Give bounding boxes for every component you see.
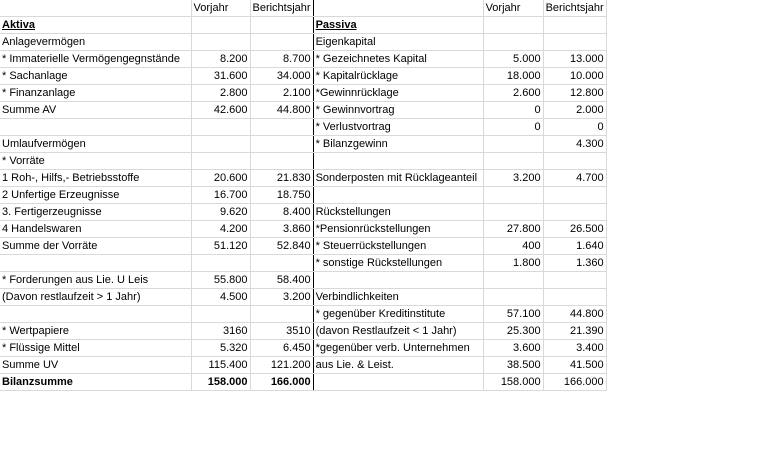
passiva-vorjahr-cell[interactable] <box>483 34 543 51</box>
table-row <box>0 306 606 323</box>
aktiva-vorjahr-cell[interactable]: 158.000 <box>191 374 250 391</box>
passiva-label-cell[interactable] <box>313 153 483 170</box>
aktiva-berichtsjahr-cell[interactable] <box>250 255 313 272</box>
header-row <box>0 0 606 17</box>
aktiva-berichtsjahr-cell[interactable]: 18.750 <box>250 187 313 204</box>
passiva-berichtsjahr-cell[interactable] <box>543 34 606 51</box>
passiva-vorjahr-cell[interactable]: 0 <box>483 119 543 136</box>
aktiva-berichtsjahr-cell[interactable]: 34.000 <box>250 68 313 85</box>
aktiva-label-cell[interactable]: Summe AV <box>0 102 191 119</box>
passiva-vorjahr-cell[interactable]: 5.000 <box>483 51 543 68</box>
aktiva-label-cell[interactable] <box>0 306 191 323</box>
table-row <box>0 17 606 34</box>
passiva-label-cell[interactable]: Verbindlichkeiten <box>313 289 483 306</box>
aktiva-berichtsjahr-cell[interactable] <box>250 306 313 323</box>
passiva-berichtsjahr-cell[interactable]: 166.000 <box>543 374 606 391</box>
passiva-vorjahr-cell[interactable]: 158.000 <box>483 374 543 391</box>
passiva-label-cell[interactable]: *gegenüber verb. Unternehmen <box>313 340 483 357</box>
aktiva-label-cell[interactable]: * Vorräte <box>0 153 191 170</box>
table-row <box>0 323 606 340</box>
aktiva-vorjahr-cell[interactable] <box>191 34 250 51</box>
header-cell-empty-passiva[interactable] <box>313 0 483 17</box>
passiva-label-cell[interactable]: * Kapitalrücklage <box>313 68 483 85</box>
aktiva-vorjahr-cell[interactable] <box>191 153 250 170</box>
passiva-berichtsjahr-cell[interactable]: 1.360 <box>543 255 606 272</box>
table-row <box>0 153 606 170</box>
header-cell-vorjahr-passiva[interactable]: Vorjahr <box>483 0 543 17</box>
aktiva-berichtsjahr-cell[interactable]: 52.840 <box>250 238 313 255</box>
table-row <box>0 102 606 119</box>
aktiva-vorjahr-cell[interactable]: 9.620 <box>191 204 250 221</box>
aktiva-label-cell[interactable]: Umlaufvermögen <box>0 136 191 153</box>
aktiva-berichtsjahr-cell[interactable]: 8.700 <box>250 51 313 68</box>
passiva-vorjahr-cell[interactable]: 25.300 <box>483 323 543 340</box>
aktiva-vorjahr-cell[interactable]: 2.800 <box>191 85 250 102</box>
aktiva-berichtsjahr-cell[interactable]: 58.400 <box>250 272 313 289</box>
aktiva-label-cell[interactable]: * Flüssige Mittel <box>0 340 191 357</box>
aktiva-label-cell[interactable]: * Forderungen aus Lie. U Leis <box>0 272 191 289</box>
aktiva-berichtsjahr-cell[interactable] <box>250 153 313 170</box>
aktiva-label-cell[interactable] <box>0 255 191 272</box>
passiva-vorjahr-cell[interactable] <box>483 17 543 34</box>
passiva-label-cell[interactable]: Eigenkapital <box>313 34 483 51</box>
aktiva-berichtsjahr-cell[interactable]: 3510 <box>250 323 313 340</box>
header-cell-empty[interactable] <box>0 0 191 17</box>
passiva-berichtsjahr-cell[interactable] <box>543 153 606 170</box>
passiva-label-cell[interactable] <box>313 374 483 391</box>
table-row <box>0 136 606 153</box>
passiva-label-cell[interactable] <box>313 272 483 289</box>
aktiva-label-cell[interactable]: * Wertpapiere <box>0 323 191 340</box>
passiva-berichtsjahr-cell[interactable]: 21.390 <box>543 323 606 340</box>
aktiva-vorjahr-cell[interactable]: 16.700 <box>191 187 250 204</box>
aktiva-berichtsjahr-cell[interactable]: 121.200 <box>250 357 313 374</box>
passiva-vorjahr-cell[interactable] <box>483 187 543 204</box>
aktiva-label-cell[interactable]: * Immaterielle Vermögengegnstände <box>0 51 191 68</box>
aktiva-berichtsjahr-cell[interactable]: 166.000 <box>250 374 313 391</box>
aktiva-berichtsjahr-cell[interactable]: 44.800 <box>250 102 313 119</box>
passiva-berichtsjahr-cell[interactable] <box>543 187 606 204</box>
passiva-label-cell[interactable]: * Verlustvortrag <box>313 119 483 136</box>
passiva-vorjahr-cell[interactable]: 400 <box>483 238 543 255</box>
passiva-label-cell[interactable]: * gegenüber Kreditinstitute <box>313 306 483 323</box>
table-row <box>0 85 606 102</box>
table-row <box>0 68 606 85</box>
aktiva-vorjahr-cell[interactable]: 5.320 <box>191 340 250 357</box>
aktiva-label-cell[interactable]: * Sachanlage <box>0 68 191 85</box>
passiva-berichtsjahr-cell[interactable]: 2.000 <box>543 102 606 119</box>
aktiva-vorjahr-cell[interactable]: 20.600 <box>191 170 250 187</box>
passiva-berichtsjahr-cell[interactable]: 13.000 <box>543 51 606 68</box>
aktiva-label-cell[interactable]: 1 Roh-, Hilfs,- Betriebsstoffe <box>0 170 191 187</box>
aktiva-label-cell[interactable]: Anlagevermögen <box>0 34 191 51</box>
aktiva-vorjahr-cell[interactable] <box>191 255 250 272</box>
aktiva-label-cell[interactable]: Summe UV <box>0 357 191 374</box>
passiva-label-cell[interactable]: * sonstige Rückstellungen <box>313 255 483 272</box>
passiva-berichtsjahr-cell[interactable]: 1.640 <box>543 238 606 255</box>
aktiva-label-cell[interactable]: Summe der Vorräte <box>0 238 191 255</box>
table-row <box>0 272 606 289</box>
table-row <box>0 340 606 357</box>
aktiva-berichtsjahr-cell[interactable]: 21.830 <box>250 170 313 187</box>
passiva-label-cell[interactable]: (davon Restlaufzeit < 1 Jahr) <box>313 323 483 340</box>
aktiva-berichtsjahr-cell[interactable]: 8.400 <box>250 204 313 221</box>
passiva-berichtsjahr-cell[interactable] <box>543 272 606 289</box>
passiva-vorjahr-cell[interactable] <box>483 204 543 221</box>
passiva-berichtsjahr-cell[interactable]: 26.500 <box>543 221 606 238</box>
passiva-berichtsjahr-cell[interactable]: 4.700 <box>543 170 606 187</box>
aktiva-berichtsjahr-cell[interactable]: 3.860 <box>250 221 313 238</box>
header-cell-berichtsjahr-passiva[interactable]: Berichtsjahr <box>543 0 606 17</box>
aktiva-berichtsjahr-cell[interactable] <box>250 34 313 51</box>
passiva-vorjahr-cell[interactable]: 18.000 <box>483 68 543 85</box>
table-row <box>0 238 606 255</box>
table-row <box>0 221 606 238</box>
header-cell-berichtsjahr-aktiva[interactable]: Berichtsjahr <box>250 0 313 17</box>
aktiva-vorjahr-cell[interactable]: 55.800 <box>191 272 250 289</box>
aktiva-vorjahr-cell[interactable]: 31.600 <box>191 68 250 85</box>
table-row <box>0 289 606 306</box>
passiva-vorjahr-cell[interactable] <box>483 153 543 170</box>
aktiva-vorjahr-cell[interactable]: 3160 <box>191 323 250 340</box>
aktiva-vorjahr-cell[interactable]: 42.600 <box>191 102 250 119</box>
passiva-vorjahr-cell[interactable]: 0 <box>483 102 543 119</box>
aktiva-berichtsjahr-cell[interactable]: 2.100 <box>250 85 313 102</box>
aktiva-vorjahr-cell[interactable] <box>191 17 250 34</box>
passiva-vorjahr-cell[interactable]: 57.100 <box>483 306 543 323</box>
passiva-label-cell[interactable]: Passiva <box>313 17 483 34</box>
aktiva-label-cell[interactable]: 3. Fertigerzeugnisse <box>0 204 191 221</box>
passiva-label-cell[interactable]: aus Lie. & Leist. <box>313 357 483 374</box>
passiva-vorjahr-cell[interactable]: 3.200 <box>483 170 543 187</box>
table-row <box>0 374 606 391</box>
aktiva-label-cell[interactable]: 4 Handelswaren <box>0 221 191 238</box>
passiva-label-cell[interactable]: *Gewinnrücklage <box>313 85 483 102</box>
passiva-label-cell[interactable]: Rückstellungen <box>313 204 483 221</box>
table-row <box>0 187 606 204</box>
aktiva-label-cell[interactable]: 2 Unfertige Erzeugnisse <box>0 187 191 204</box>
passiva-berichtsjahr-cell[interactable]: 0 <box>543 119 606 136</box>
table-row <box>0 119 606 136</box>
passiva-berichtsjahr-cell[interactable]: 10.000 <box>543 68 606 85</box>
passiva-vorjahr-cell[interactable]: 1.800 <box>483 255 543 272</box>
passiva-vorjahr-cell[interactable]: 2.600 <box>483 85 543 102</box>
aktiva-berichtsjahr-cell[interactable]: 3.200 <box>250 289 313 306</box>
passiva-label-cell[interactable]: * Steuerrückstellungen <box>313 238 483 255</box>
passiva-label-cell[interactable]: Sonderposten mit Rücklageanteil <box>313 170 483 187</box>
aktiva-label-cell[interactable] <box>0 119 191 136</box>
passiva-berichtsjahr-cell[interactable]: 44.800 <box>543 306 606 323</box>
passiva-vorjahr-cell[interactable] <box>483 136 543 153</box>
table-row <box>0 255 606 272</box>
aktiva-label-cell[interactable]: * Finanzanlage <box>0 85 191 102</box>
passiva-berichtsjahr-cell[interactable] <box>543 289 606 306</box>
passiva-vorjahr-cell[interactable] <box>483 272 543 289</box>
passiva-berichtsjahr-cell[interactable]: 12.800 <box>543 85 606 102</box>
passiva-label-cell[interactable]: * Gezeichnetes Kapital <box>313 51 483 68</box>
aktiva-berichtsjahr-cell[interactable] <box>250 17 313 34</box>
passiva-label-cell[interactable] <box>313 187 483 204</box>
passiva-vorjahr-cell[interactable] <box>483 289 543 306</box>
table-row <box>0 34 606 51</box>
aktiva-vorjahr-cell[interactable] <box>191 119 250 136</box>
passiva-label-cell[interactable]: * Bilanzgewinn <box>313 136 483 153</box>
aktiva-vorjahr-cell[interactable]: 8.200 <box>191 51 250 68</box>
passiva-berichtsjahr-cell[interactable]: 3.400 <box>543 340 606 357</box>
passiva-label-cell[interactable]: * Gewinnvortrag <box>313 102 483 119</box>
aktiva-vorjahr-cell[interactable]: 4.200 <box>191 221 250 238</box>
table-row <box>0 204 606 221</box>
aktiva-vorjahr-cell[interactable] <box>191 136 250 153</box>
passiva-berichtsjahr-cell[interactable]: 41.500 <box>543 357 606 374</box>
aktiva-vorjahr-cell[interactable]: 4.500 <box>191 289 250 306</box>
aktiva-vorjahr-cell[interactable] <box>191 306 250 323</box>
aktiva-berichtsjahr-cell[interactable]: 6.450 <box>250 340 313 357</box>
aktiva-label-cell[interactable]: Bilanzsumme <box>0 374 191 391</box>
passiva-vorjahr-cell[interactable]: 27.800 <box>483 221 543 238</box>
passiva-vorjahr-cell[interactable]: 3.600 <box>483 340 543 357</box>
passiva-label-cell[interactable]: *Pensionrückstellungen <box>313 221 483 238</box>
aktiva-berichtsjahr-cell[interactable] <box>250 119 313 136</box>
aktiva-vorjahr-cell[interactable]: 115.400 <box>191 357 250 374</box>
aktiva-label-cell[interactable]: (Davon restlaufzeit > 1 Jahr) <box>0 289 191 306</box>
passiva-berichtsjahr-cell[interactable]: 4.300 <box>543 136 606 153</box>
table-row <box>0 357 606 374</box>
passiva-vorjahr-cell[interactable]: 38.500 <box>483 357 543 374</box>
passiva-berichtsjahr-cell[interactable] <box>543 17 606 34</box>
aktiva-vorjahr-cell[interactable]: 51.120 <box>191 238 250 255</box>
table-row <box>0 170 606 187</box>
aktiva-berichtsjahr-cell[interactable] <box>250 136 313 153</box>
header-cell-vorjahr-aktiva[interactable]: Vorjahr <box>191 0 250 17</box>
passiva-berichtsjahr-cell[interactable] <box>543 204 606 221</box>
table-row <box>0 51 606 68</box>
aktiva-label-cell[interactable]: Aktiva <box>0 17 191 34</box>
